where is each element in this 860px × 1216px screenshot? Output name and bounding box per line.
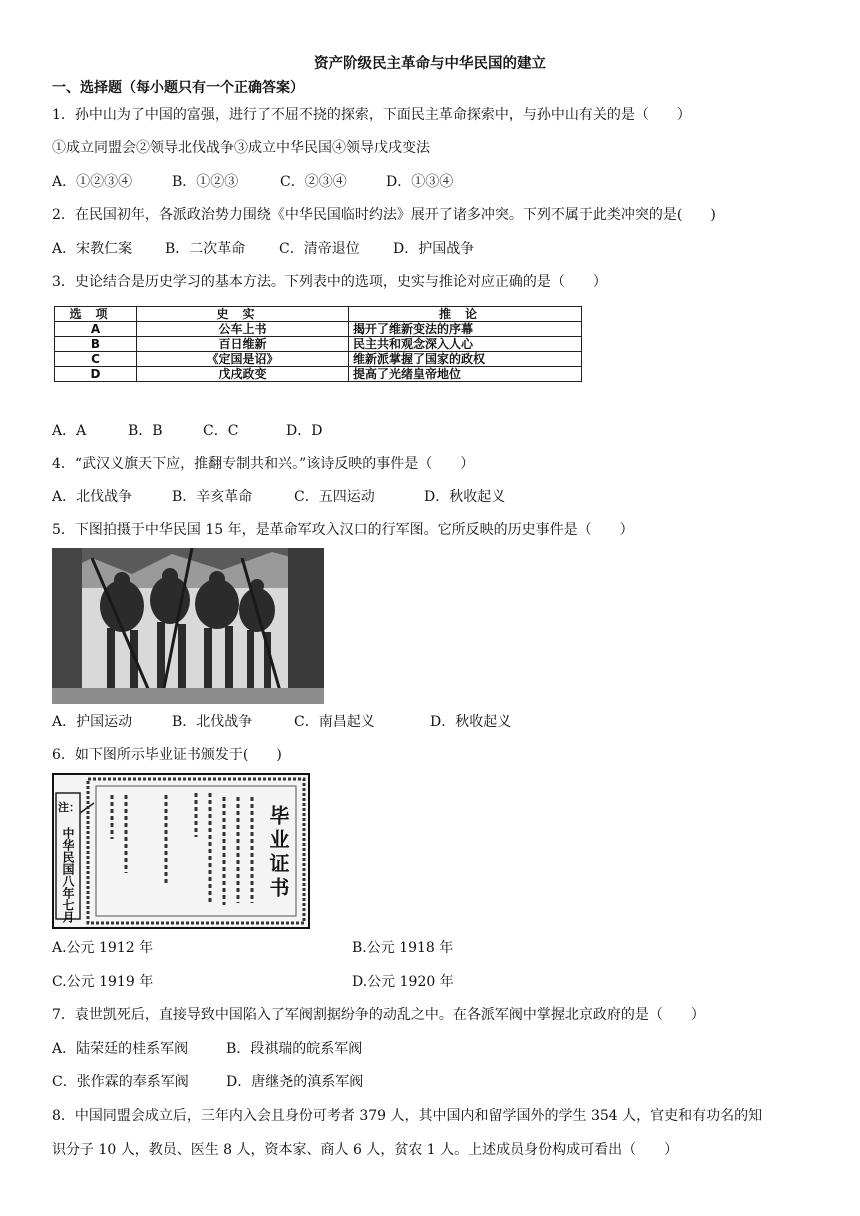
table-row <box>55 322 582 337</box>
table-cell: 《定国是诏》 <box>137 352 349 367</box>
q7-option-b: B．段祺瑞的皖系军阀 <box>226 1041 363 1057</box>
question-1-items: ①成立同盟会②领导北伐战争③成立中华民国④领导戊戌变法 <box>52 140 430 156</box>
table-header-row <box>55 307 582 322</box>
history-table <box>54 306 582 382</box>
q3-option-c: C．C <box>203 423 239 439</box>
table-cell: 维新派掌握了国家的政权 <box>349 352 582 367</box>
q1-option-b: B．①②③ <box>172 174 239 190</box>
question-8-stem-line1: 8．中国同盟会成立后，三年内入会且身份可考者 379 人，其中国内和留学国外的学生 354 人，官吏和有功名的知 <box>52 1108 763 1124</box>
q6-option-b: B.公元 1918 年 <box>352 940 454 956</box>
graduation-certificate <box>52 773 310 929</box>
table-header: 推论 <box>349 307 582 322</box>
table-cell: 民主共和观念深入人心 <box>349 337 582 352</box>
march-photo-image <box>52 548 324 704</box>
section-heading: 一、选择题（每小题只有一个正确答案） <box>52 80 304 96</box>
table-row <box>55 337 582 352</box>
table-cell: D <box>55 367 137 382</box>
certificate-note-date: 中华民国八年七月 <box>61 827 75 923</box>
certificate-image <box>52 773 310 929</box>
table-row <box>55 352 582 367</box>
table-cell: C <box>55 352 137 367</box>
certificate-note-label: 注： <box>58 801 80 814</box>
q2-option-a: A．宋教仁案 <box>52 241 133 257</box>
question-8-stem-line2: 识分子 10 人，教员、医生 8 人，资本家、商人 6 人，贫农 1 人。上述成员身份构成可看出（ ） <box>52 1142 679 1158</box>
question-6-stem: 6．如下图所示毕业证书颁发于( ) <box>52 747 282 763</box>
q3-option-a: A．A <box>52 423 87 439</box>
q5-option-b: B．北伐战争 <box>172 714 253 730</box>
table-header: 选项 <box>55 307 137 322</box>
q2-option-d: D．护国战争 <box>393 241 475 257</box>
q1-option-c: C．②③④ <box>280 174 347 190</box>
question-5-stem: 5．下图拍摄于中华民国 15 年，是革命军攻入汉口的行军图。它所反映的历史事件是（ ） <box>52 522 634 538</box>
certificate-heading: 毕业证书 <box>266 805 290 901</box>
question-4-stem: 4．“武汉义旗天下应，推翻专制共和兴。”该诗反映的事件是（ ） <box>52 456 475 472</box>
page-title: 资产阶级民主革命与中华民国的建立 <box>314 55 546 72</box>
table-row <box>55 367 582 382</box>
q6-option-a: A.公元 1912 年 <box>52 940 154 956</box>
q4-option-b: B．辛亥革命 <box>172 489 253 505</box>
table-cell: 提高了光绪皇帝地位 <box>349 367 582 382</box>
q1-option-a: A．①②③④ <box>52 174 133 190</box>
q7-option-a: A．陆荣廷的桂系军阀 <box>52 1041 189 1057</box>
q3-option-b: B．B <box>128 423 163 439</box>
q7-option-c: C．张作霖的奉系军阀 <box>52 1074 189 1090</box>
q5-option-c: C．南昌起义 <box>294 714 375 730</box>
q4-option-a: A．北伐战争 <box>52 489 133 505</box>
march-photo <box>52 548 324 704</box>
q2-option-c: C．清帝退位 <box>279 241 360 257</box>
q4-option-d: D．秋收起义 <box>424 489 506 505</box>
table-cell: A <box>55 322 137 337</box>
table-header: 史实 <box>137 307 349 322</box>
question-3-stem: 3．史论结合是历史学习的基本方法。下列表中的选项，史实与推论对应正确的是（ ） <box>52 274 607 290</box>
q2-option-b: B．二次革命 <box>165 241 246 257</box>
q6-option-c: C.公元 1919 年 <box>52 974 154 990</box>
q4-option-c: C．五四运动 <box>294 489 375 505</box>
table-cell: 公车上书 <box>137 322 349 337</box>
table-cell: 百日维新 <box>137 337 349 352</box>
q6-option-d: D.公元 1920 年 <box>352 974 454 990</box>
question-2-stem: 2．在民国初年，各派政治势力围绕《中华民国临时约法》展开了诸多冲突。下列不属于此类冲突的是( ) <box>52 207 716 223</box>
question-7-stem: 7．袁世凯死后，直接导致中国陷入了军阀割据纷争的动乱之中。在各派军阀中掌握北京政府的是（ ） <box>52 1007 705 1023</box>
table-cell: 揭开了维新变法的序幕 <box>349 322 582 337</box>
table-cell: 戊戌政变 <box>137 367 349 382</box>
q5-option-d: D．秋收起义 <box>430 714 512 730</box>
table-cell: B <box>55 337 137 352</box>
q3-option-d: D．D <box>286 423 323 439</box>
q5-option-a: A．护国运动 <box>52 714 133 730</box>
q7-option-d: D．唐继尧的滇系军阀 <box>226 1074 364 1090</box>
q1-option-d: D．①③④ <box>386 174 454 190</box>
question-1-stem: 1．孙中山为了中国的富强，进行了不屈不挠的探索，下面民主革命探索中，与孙中山有关的是（ ） <box>52 107 691 123</box>
